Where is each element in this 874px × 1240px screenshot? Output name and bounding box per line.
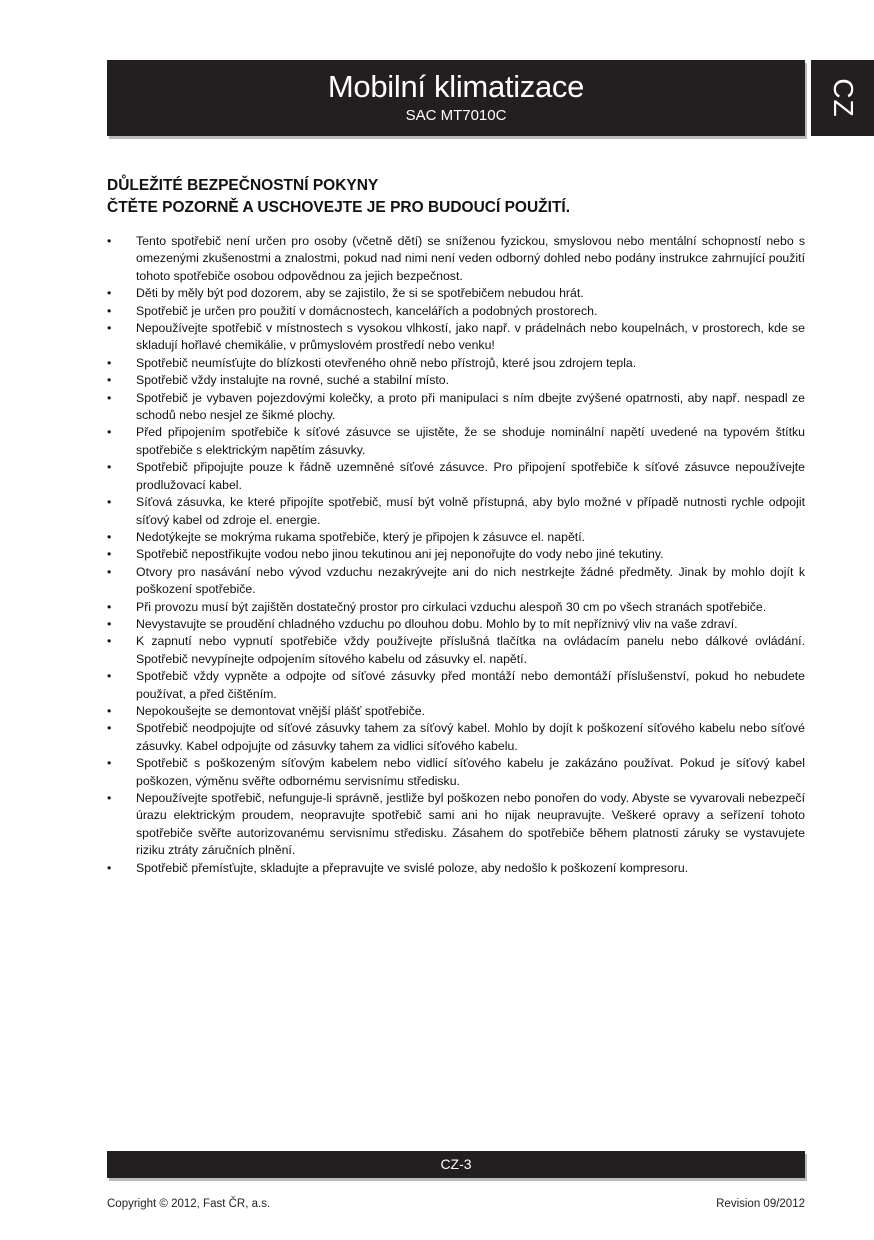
bullet-icon: • (107, 547, 112, 562)
header-bar (107, 60, 805, 136)
list-item (107, 424, 805, 459)
bullet-icon: • (107, 234, 112, 248)
list-item (107, 790, 805, 860)
language-tab (811, 60, 874, 136)
list-item (107, 233, 805, 285)
list-item-text: Nedotýkejte se mokrýma rukama spotřebiče, který je připojen k zásuvce el. napětí. (136, 529, 586, 544)
list-item-text: Při provozu musí být zajištěn dostatečný prostor pro cirkulaci vzduchu alespoň 30 cm po všech stranách spotřebiče. (136, 599, 767, 614)
safety-heading-line-2: ČTĚTE POZORNĚ A USCHOVEJTE JE PRO BUDOUCÍ POUŽITÍ. (107, 199, 571, 216)
list-item (107, 303, 805, 320)
revision-label: Revision 09/2012 (716, 1198, 805, 1210)
list-item (107, 390, 805, 425)
list-item-text: Děti by měly být pod dozorem, aby se zajistilo, že si se spotřebičem nebudou hrát. (136, 286, 584, 301)
bullet-icon: • (107, 355, 112, 370)
list-item (107, 494, 805, 529)
copyright-notice: Copyright © 2012, Fast ČR, a.s. (107, 1198, 271, 1210)
list-item (107, 372, 805, 389)
language-tab-label: CZ (827, 78, 859, 118)
list-item (107, 546, 805, 563)
bullet-icon: • (107, 460, 112, 475)
list-item (107, 668, 805, 703)
safety-heading (107, 175, 807, 219)
list-item-text: Nevystavujte se proudění chladného vzduchu po dlouhou dobu. Mohlo by to mít nepříznivý vliv na vaše zdraví. (136, 616, 738, 631)
bullet-icon: • (107, 616, 112, 631)
list-item-text: Tento spotřebič není určen pro osoby (včetně dětí) se sníženou fyzickou, smyslovou nebo mentální schopností nebo s omezenými zkušenostmi a znalostmi, pokud nad nimi není veden odborný dohled nebo podány instrukce zahrnující použití tohoto spotřebiče osobou odpovědnou za jejich bezpečnost. (136, 234, 805, 283)
bullet-icon: • (107, 860, 112, 875)
safety-heading-line-1: DŮLEŽITÉ BEZPEČNOSTNÍ POKYNY (107, 177, 379, 194)
list-item-text: Spotřebič vždy vypněte a odpojte od síťové zásuvky před montáží nebo demontáží příslušenství, pokud ho nebudete používat, a před čištěním. (136, 669, 805, 701)
list-item-text: Spotřebič nepostřikujte vodou nebo jinou tekutinou ani jej neponořujte do vody nebo jiné tekutiny. (136, 547, 664, 562)
bullet-icon: • (107, 703, 112, 718)
list-item-text: Nepoužívejte spotřebič, nefunguje-li správně, jestliže byl poškozen nebo ponořen do vody. Abyste se vyvarovali nebezpečí úrazu elektrickým proudem, neopravujte spotřebič sami ani ho nijak neupravujte. Veškeré opravy a seřízení tohoto spotřebiče svěřte autorizovanému servisnímu středisku. Zásahem do spotřebiče během platnosti záruky se vystavujete riziku ztráty záručních plnění. (136, 791, 805, 858)
list-item-text: Spotřebič neodpojujte od síťové zásuvky tahem za síťový kabel. Mohlo by dojít k poškození síťového kabelu nebo síťové zásuvky. Kabel odpojujte od zásuvky tahem za vidlici síťového kabelu. (136, 721, 805, 753)
list-item (107, 703, 805, 720)
list-item (107, 285, 805, 302)
list-item-text: Spotřebič připojujte pouze k řádně uzemněné síťové zásuvce. Pro připojení spotřebiče k síťové zásuvce nepoužívejte prodlužovací kabel. (136, 460, 805, 492)
bullet-icon: • (107, 425, 112, 440)
document-title: Mobilní klimatizace (327, 69, 585, 104)
bullet-icon: • (107, 564, 112, 579)
list-item-text: Nepoužívejte spotřebič v místnostech s vysokou vlhkostí, jako např. v prádelnách nebo koupelnách, v prostorech, kde se skladují hořlavé chemikálie, v průmyslovém prostředí nebo venku! (136, 321, 805, 353)
page-number: CZ-3 (440, 1156, 472, 1172)
bullet-icon: • (107, 721, 112, 736)
bullet-icon: • (107, 529, 112, 544)
list-item (107, 720, 805, 755)
footer-bar (107, 1151, 805, 1178)
list-item (107, 459, 805, 494)
list-item-text: Před připojením spotřebiče k síťové zásuvce se ujistěte, že se shoduje nominální napětí uvedené na typovém štítku spotřebiče s elektrickým napětím zásuvky. (136, 425, 805, 457)
bullet-icon: • (107, 669, 112, 684)
list-item (107, 355, 805, 372)
safety-instructions (107, 233, 805, 877)
list-item (107, 320, 805, 355)
list-item (107, 860, 805, 877)
bullet-icon: • (107, 791, 112, 805)
list-item-text: Spotřebič je vybaven pojezdovými kolečky, a proto při manipulaci s ním dbejte zvýšené opatrnosti, aby např. nespadl ze schodů nebo nesjel ze šikmé plochy. (136, 390, 805, 423)
list-item (107, 633, 805, 668)
list-item-text: Spotřebič neumísťujte do blízkosti otevřeného ohně nebo přístrojů, které jsou zdrojem tepla. (136, 355, 637, 370)
list-item-text: Síťová zásuvka, ke které připojíte spotřebič, musí být volně přístupná, aby bylo možné v případě nutnosti rychle odpojit síťový kabel od zdroje el. energie. (136, 495, 805, 527)
list-item (107, 564, 805, 599)
list-item (107, 616, 805, 633)
bullet-icon: • (107, 373, 112, 388)
safety-instructions-list (107, 233, 805, 877)
bullet-icon: • (107, 303, 112, 318)
bullet-icon: • (107, 599, 112, 614)
list-item-text: Nepokoušejte se demontovat vnější plášť spotřebiče. (136, 703, 425, 718)
list-item-text: Spotřebič je určen pro použití v domácnostech, kancelářích a podobných prostorech. (136, 303, 598, 318)
bullet-icon: • (107, 390, 112, 405)
bullet-icon: • (107, 495, 112, 510)
list-item (107, 599, 805, 616)
list-item-text: Spotřebič vždy instalujte na rovné, suché a stabilní místo. (136, 373, 450, 388)
bullet-icon: • (107, 756, 112, 771)
bullet-icon: • (107, 321, 112, 336)
bullet-icon: • (107, 286, 112, 301)
list-item-text: Spotřebič přemísťujte, skladujte a přepravujte ve svislé poloze, aby nedošlo k poškození kompresoru. (136, 860, 689, 875)
list-item (107, 529, 805, 546)
list-item (107, 755, 805, 790)
list-item-text: Spotřebič s poškozeným síťovým kabelem nebo vidlicí síťového kabelu je zakázáno používat. Pokud je síťový kabel poškozen, výměnu svěřte odbornému servisnímu středisku. (136, 756, 805, 788)
list-item-text: K zapnutí nebo vypnutí spotřebiče vždy používejte příslušná tlačítka na ovládacím panelu nebo dálkové ovládání. Spotřebič nevypínejte odpojením sítového kabelu od zásuvky el. napětí. (136, 634, 805, 666)
bullet-icon: • (107, 634, 112, 649)
list-item-text: Otvory pro nasávání nebo vývod vzduchu nezakrývejte ani do nich nestrkejte žádné předměty. Jinak by mohlo dojít k poškození spotřebiče. (136, 564, 805, 597)
model-number: SAC MT7010C (405, 107, 507, 124)
